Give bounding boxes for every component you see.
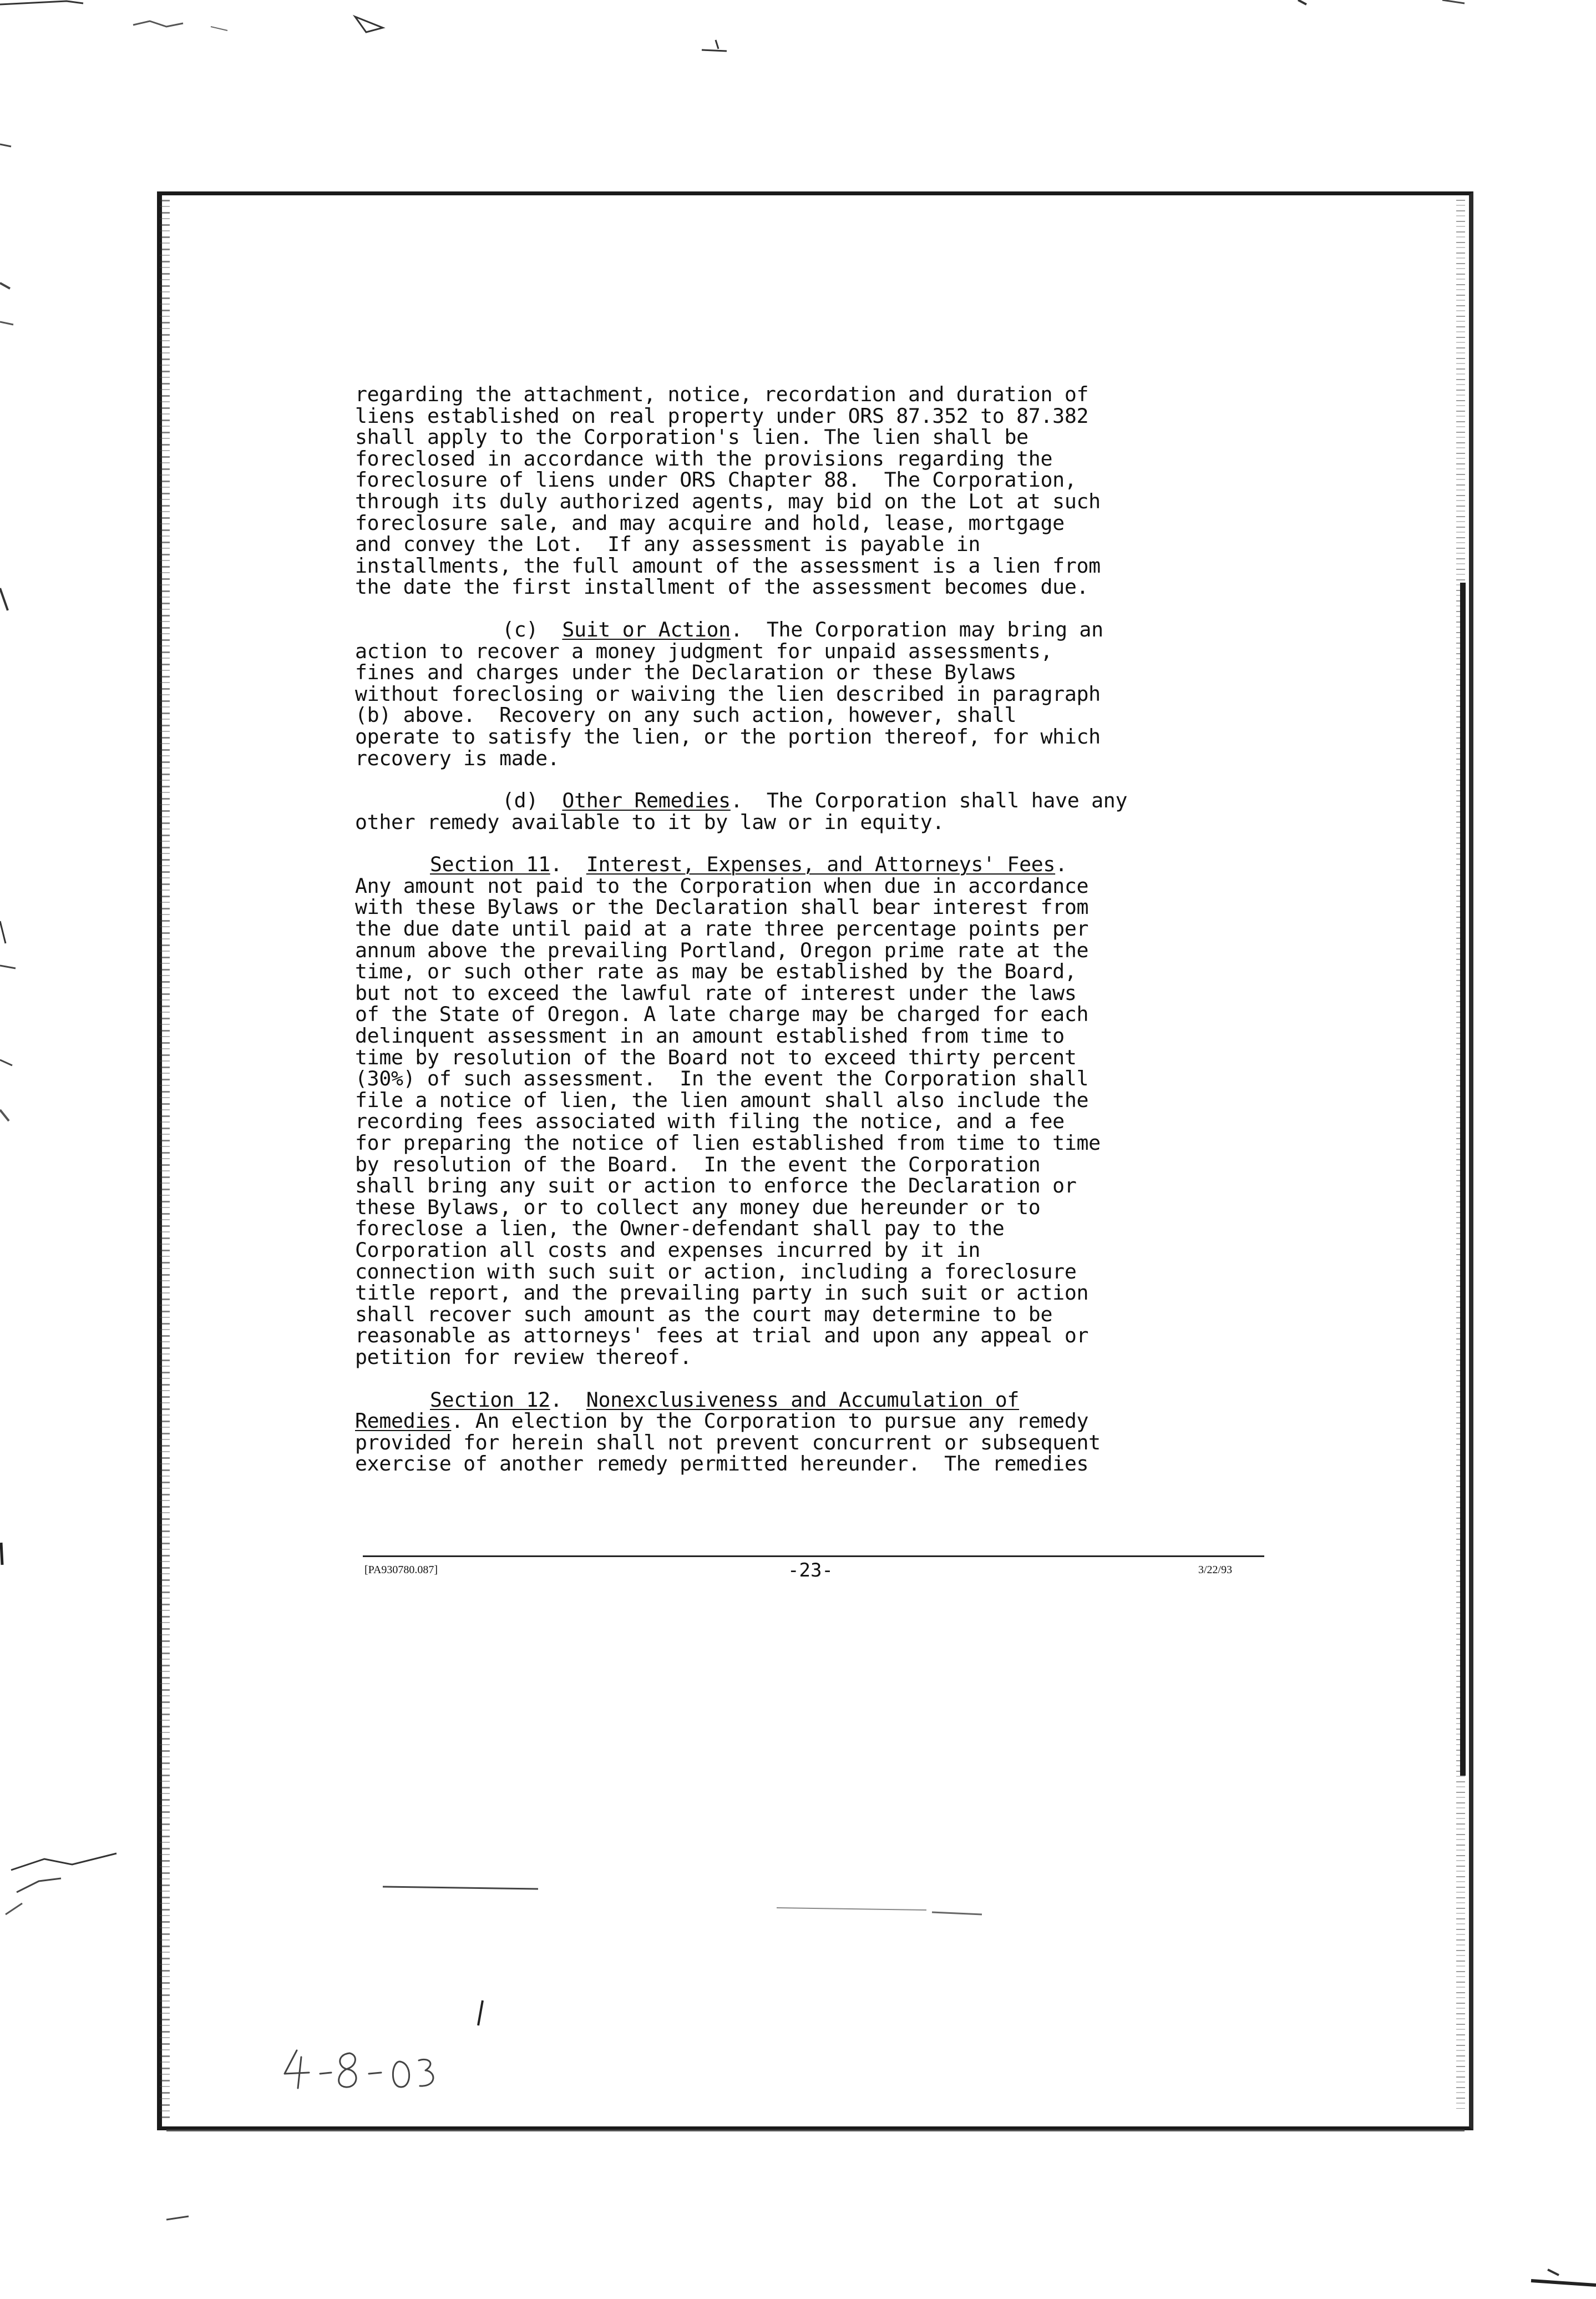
section-11-body: Any amount not paid to the Corporation when due in accordance with these Bylaws or the Declaration shall bear interest from the due date until paid at a rate three percentage points per annum above the prevailing Portland, Oregon prime rate at the time, or such other rate as may be established by the Board, but not to exceed the lawful rate of interest under the laws of the State of Oregon. A late charge may be charged for each delinquent assessment in an amount established from time to time by resolution of the Board not to exceed thirty percent (30%) of such assessment. In the event the Corporation shall file a notice of lien, the lien amount shall also include the recording fees associated with filing the notice, and a fee for preparing the notice of lien established from time to time by resolution of the Board. In the event the Corporation shall bring any suit or action to enforce the Declaration or these Bylaws, or to collect any money due hereunder or to foreclose a lien, the Owner-defendant shall pay to the Corporation all costs and expenses incurred by it in connection with such suit or action, including a foreclosure title report, and the prevailing party in such suit or action shall recover such amount as the court may determine to be reasonable as attorneys' fees at trial and upon any appeal or petition for review thereof.	[355, 873, 1101, 1369]
footer-doc-code: [PA930780.087]	[364, 1564, 438, 1576]
item-d-first-line: . The Corporation shall have any	[730, 789, 1128, 813]
item-c-body: action to recover a money judgment for unpaid assessments, fines and charges under the Declaration or these Bylaws without foreclosing or waiving the lien described in paragraph (b) above. Recovery on any such action, however, shall operate to satisfy the lien, or the portion thereof, for which recovery is made.	[355, 639, 1101, 770]
section-11: Section 11. Interest, Expenses, and Attorneys' Fees. Any amount not paid to the Corporation when due in accordance with these Bylaws or the Declaration shall bear interest from the due date until paid at a rate three percentage points per annum above the prevailing Portland, Oregon prime rate at the time, or such other rate as may be established by the Board, but not to exceed the lawful rate of interest under the laws of the State of Oregon. A late charge may be charged for each delinquent assessment in an amount established from time to time by resolution of the Board not to exceed thirty percent (30%) of such assessment. In the event the Corporation shall file a notice of lien, the lien amount shall also include the recording fees associated with filing the notice, and a fee for preparing the notice of lien established from time to time by resolution of the Board. In the event the Corporation shall bring any suit or action to enforce the Declaration or these Bylaws, or to collect any money due hereunder or to foreclose a lien, the Owner-defendant shall pay to the Corporation all costs and expenses incurred by it in connection with such suit or action, including a foreclosure title report, and the prevailing party in such suit or action shall recover such amount as the court may determine to be reasonable as attorneys' fees at trial and upon any appeal or petition for review thereof.	[355, 852, 1101, 1369]
item-c-heading: Suit or Action	[562, 617, 731, 641]
section-11-label: Section 11	[430, 852, 550, 877]
lower-scan-marks	[377, 1876, 1154, 1920]
item-d-heading: Other Remedies	[562, 789, 731, 813]
section-11-title: Interest, Expenses, and Attorneys' Fees	[586, 852, 1056, 877]
footer-rule	[363, 1555, 1264, 1557]
bottom-scan-artifacts	[0, 2197, 1596, 2299]
section-12-title-line2: Remedies	[355, 1409, 452, 1433]
item-d-marker: (d)	[502, 789, 539, 813]
section-12: Section 12. Nonexclusiveness and Accumulation of Remedies. An election by the Corporation to pursue any remedy provided for herein shall not prevent concurrent or subsequent exercise of another remedy permitted hereunder. The remedies	[355, 1387, 1101, 1476]
document-body	[355, 384, 1265, 1496]
top-scan-artifacts	[0, 0, 1596, 67]
item-c-marker: (c)	[502, 617, 539, 641]
section-12-title-line1: Nonexclusiveness and Accumulation of	[586, 1387, 1020, 1412]
item-d-other-remedies	[355, 790, 1265, 833]
item-d-body: other remedy available to it by law or in equity.	[355, 810, 945, 834]
bottom-frame-shadow	[166, 2130, 1465, 2131]
lower-left-scribble	[0, 1848, 155, 1959]
section-12-label: Section 12	[430, 1387, 550, 1412]
paragraph-lien-procedure: regarding the attachment, notice, recordation and duration of liens established on real property under ORS 87.352 to 87.382 shall apply to the Corporation's lien. The lien shall be foreclosed in accordance with the provisions regarding the foreclosure of liens under ORS Chapter 88. The Corporation, through its duly authorized agents, may bid on the Lot at such foreclosure sale, and may acquire and hold, lease, mortgage and convey the Lot. If any assessment is payable in installments, the full amount of the assessment is a lien from the date the first installment of the assessment becomes due.	[355, 382, 1101, 599]
left-edge-noise	[160, 200, 170, 2120]
left-margin-specks	[0, 111, 33, 1887]
footer-date: 3/22/93	[1198, 1564, 1233, 1576]
right-edge-thick-band	[1460, 583, 1466, 1776]
item-c-suit-or-action	[355, 619, 1265, 769]
section-12-body: provided for herein shall not prevent concurrent or subsequent exercise of another remedy permitted hereunder. The remedies	[355, 1430, 1101, 1476]
footer-page-number: -23-	[788, 1559, 833, 1581]
handwritten-date-note	[280, 2045, 441, 2095]
item-c-first-line: . The Corporation may bring an	[730, 617, 1103, 641]
stray-mark	[472, 1998, 494, 2031]
section-12-first-line: . An election by the Corporation to pursue any remedy	[451, 1409, 1089, 1433]
